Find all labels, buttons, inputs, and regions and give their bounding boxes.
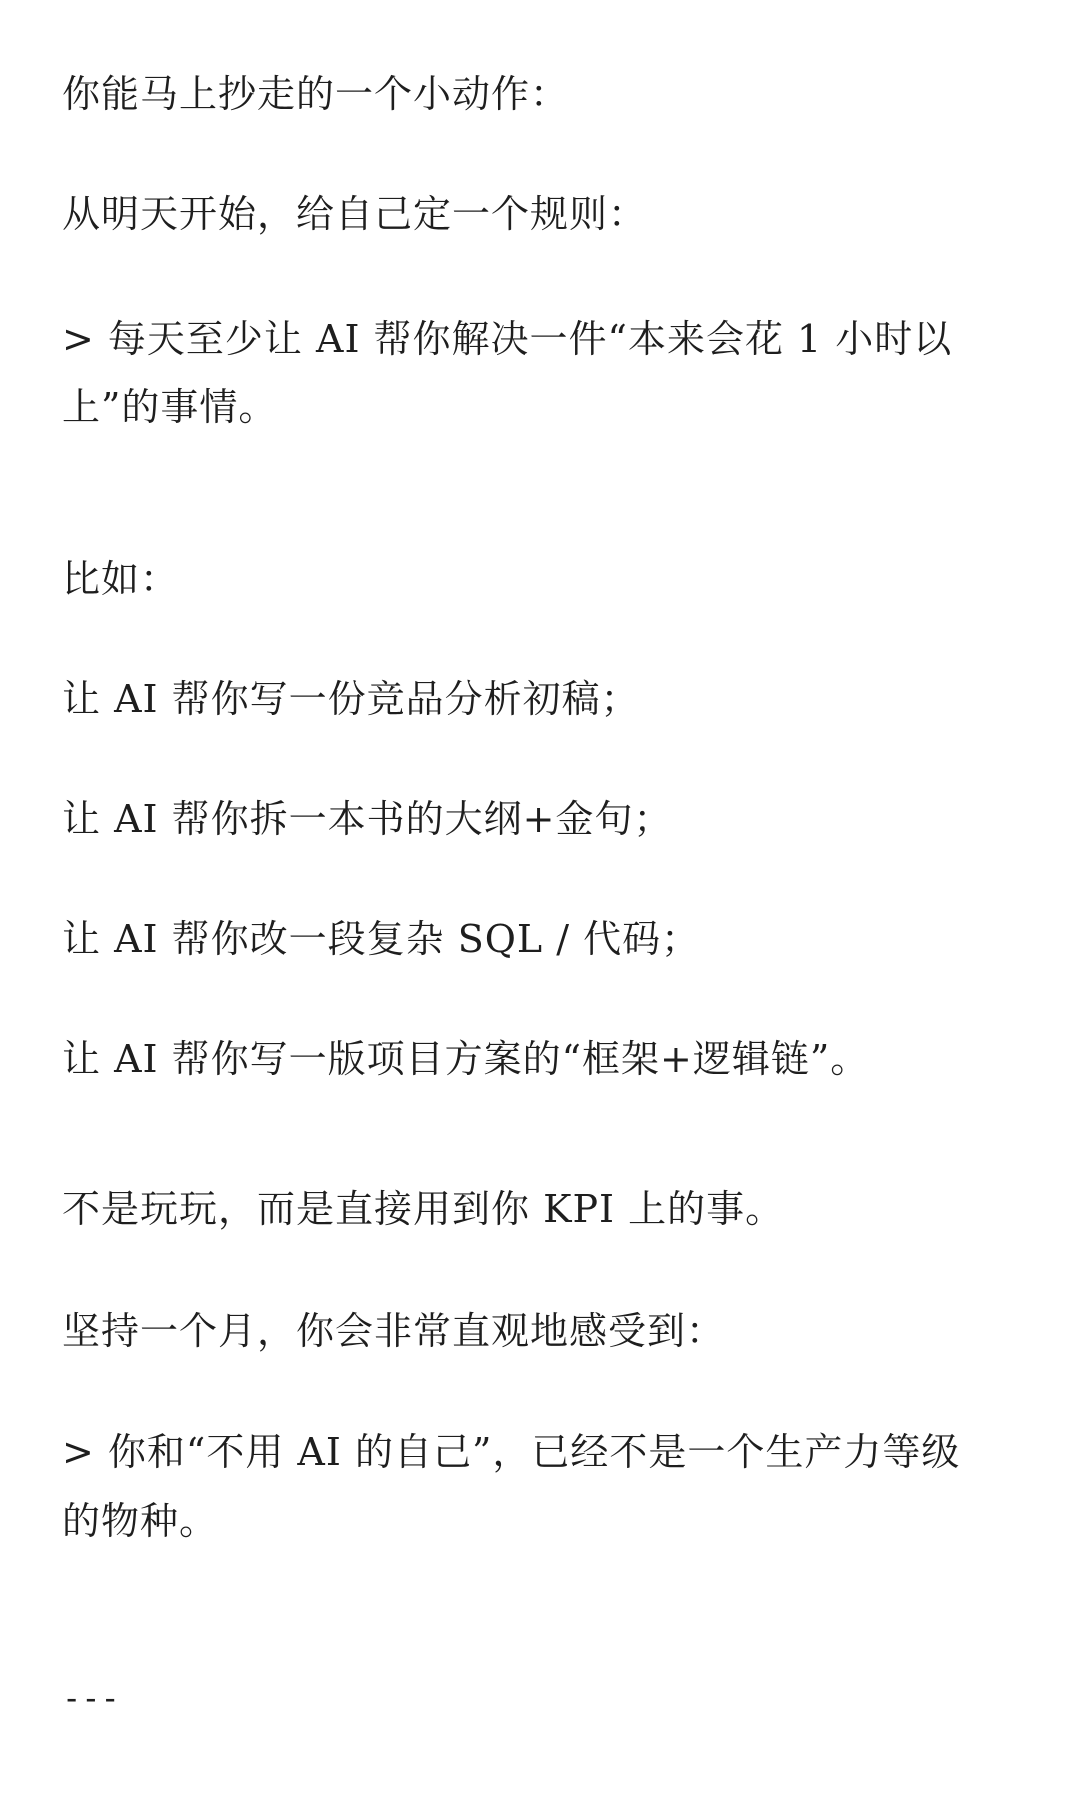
paragraph-one-month: 坚持一个月，你会非常直观地感受到： [62,1309,726,1353]
quote-rule-line-1: > 每天至少让 AI 帮你解决一件“本来会花 1 小时以 [62,317,953,361]
paragraph-rule: 从明天开始，给自己定一个规则： [62,192,648,236]
quote-productivity-line-1: > 你和“不用 AI 的自己”，已经不是一个生产力等级 [62,1430,961,1474]
quote-rule-line-2: 上”的事情。 [62,385,278,429]
list-item-competitor-analysis: 让 AI 帮你写一份竞品分析初稿； [62,677,640,721]
quote-productivity-line-2: 的物种。 [62,1499,219,1543]
paragraph-kpi: 不是玩玩，而是直接用到你 KPI 上的事。 [62,1187,785,1231]
list-item-project-plan: 让 AI 帮你写一版项目方案的“框架+逻辑链”。 [62,1037,870,1081]
horizontal-rule-text: --- [62,1679,120,1717]
paragraph-example-heading: 比如： [62,557,180,601]
list-item-book-outline: 让 AI 帮你拆一本书的大纲+金句； [62,797,673,841]
list-item-sql-code: 让 AI 帮你改一段复杂 SQL / 代码； [62,917,701,961]
paragraph-intro: 你能马上抄走的一个小动作： [62,72,570,116]
